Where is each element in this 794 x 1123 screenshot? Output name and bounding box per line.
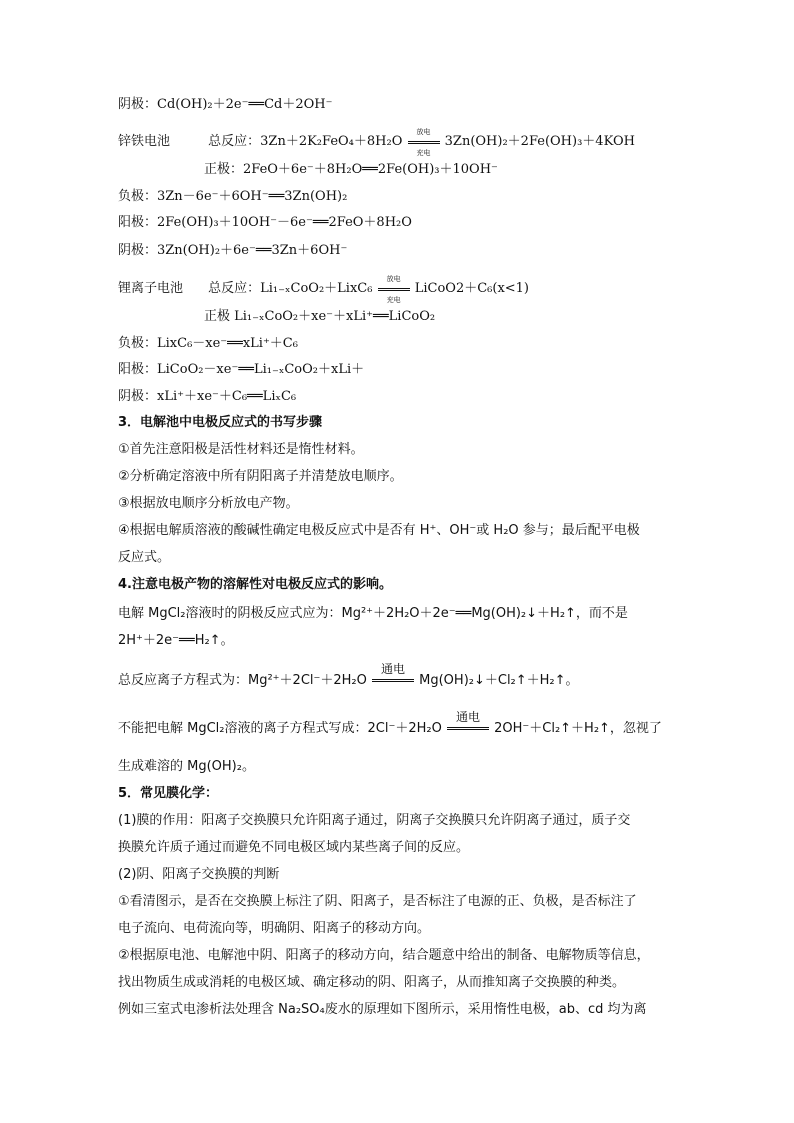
line-zn-fe-negative: 负极：3Zn－6e⁻＋6OH⁻══3Zn(OH)₂: [118, 189, 348, 204]
membrane-para-3-line-1: ①看清图示，是否在交换膜上标注了阴、阳离子，是否标注了电源的正、负极，是否标注了: [118, 894, 637, 909]
step-2: ②分析确定溶液中所有阴阳离子并清楚放电顺序。: [118, 469, 403, 484]
electrolysis-arrow: 通电: [447, 727, 489, 730]
mg-wrong-equation-line-2: 生成难溶的 Mg(OH)₂。: [118, 759, 255, 774]
membrane-para-5: 例如三室式电渗析法处理含 Na₂SO₄废水的原理如下图所示，采用惰性电极，ab、cd 均为离: [118, 1002, 647, 1017]
step-3: ③根据放电顺序分析放电产物。: [118, 496, 299, 511]
line-li-ion-total: 锂离子电池 总反应：Li₁₋ₓCoO₂＋LixC₆ 放电 充电 LiCoO2＋C₆(x<1): [118, 274, 530, 304]
heading-5: 5．常见膜化学：: [118, 786, 219, 801]
line-zn-fe-anode: 阳极：2Fe(OH)₃＋10OH⁻－6e⁻══2FeO＋8H₂O: [118, 215, 412, 230]
membrane-para-1-line-1: (1)膜的作用：阳离子交换膜只允许阳离子通过，阴离子交换膜只允许阴离子通过，质子交: [118, 813, 631, 828]
electrolysis-arrow: 通电: [372, 679, 414, 682]
reversible-arrow: 放电 充电: [378, 286, 410, 292]
mg-wrong-equation: 不能把电解 MgCl₂溶液的离子方程式写成：2Cl⁻＋2H₂O 通电 2OH⁻＋Cl₂↑＋H₂↑，忽视了: [118, 710, 662, 736]
step-1: ①首先注意阳极是活性材料还是惰性材料。: [118, 442, 364, 457]
membrane-para-4-line-1: ②根据原电池、电解池中阴、阳离子的移动方向，结合题意中给出的制备、电解物质等信息，: [118, 948, 650, 963]
mg-total-equation: 总反应离子方程式为：Mg²⁺＋2Cl⁻＋2H₂O 通电 Mg(OH)₂↓＋Cl₂↑＋H₂↑。: [118, 662, 579, 688]
line-zn-fe-positive: 正极：2FeO＋6e⁻＋8H₂O══2Fe(OH)₃＋10OH⁻: [204, 162, 498, 177]
heading-3: 3．电解池中电极反应式的书写步骤: [118, 415, 323, 430]
membrane-para-4-line-2: 找出物质生成或消耗的电极区域、确定移动的阴、阳离子，从而推知离子交换膜的种类。: [118, 975, 626, 990]
section-label-zn-fe-battery: 锌铁电池: [118, 134, 171, 149]
line-cd-cathode: 阴极：Cd(OH)₂＋2e⁻══Cd＋2OH⁻: [118, 97, 333, 112]
heading-4: 4.注意电极产物的溶解性对电极反应式的影响。: [118, 577, 392, 592]
mg-line-2: 2H⁺＋2e⁻══H₂↑。: [118, 633, 234, 648]
section-label-li-ion-battery: 锂离子电池: [118, 281, 184, 296]
line-zn-fe-total: 锌铁电池 总反应：3Zn＋2K₂FeO₄＋8H₂O 放电 充电 3Zn(OH)₂＋2Fe(OH)₃＋4KOH: [118, 127, 635, 157]
reversible-arrow: 放电 充电: [408, 139, 440, 145]
mg-line-1: 电解 MgCl₂溶液时的阴极反应式应为：Mg²⁺＋2H₂O＋2e⁻══Mg(OH)₂↓＋H₂↑，而不是: [118, 606, 628, 621]
membrane-para-1-line-2: 换膜允许质子通过而避免不同电极区域内某些离子间的反应。: [118, 840, 470, 855]
membrane-para-3-line-2: 电子流向、电荷流向等，明确阴、阳离子的移动方向。: [118, 921, 431, 936]
line-zn-fe-cathode: 阴极：3Zn(OH)₂＋6e⁻══3Zn＋6OH⁻: [118, 243, 348, 258]
step-4-line-1: ④根据电解质溶液的酸碱性确定电极反应式中是否有 H⁺、OH⁻或 H₂O 参与；最后配平电极: [118, 523, 640, 538]
line-li-ion-cathode: 阴极：xLi⁺＋xe⁻＋C₆══LiₓC₆: [118, 389, 297, 404]
line-li-ion-positive: 正极 Li₁₋ₓCoO₂＋xe⁻＋xLi⁺══LiCoO₂: [204, 309, 436, 324]
line-li-ion-anode: 阳极：LiCoO₂－xe⁻══Li₁₋ₓCoO₂＋xLi＋: [118, 362, 365, 377]
membrane-para-2: (2)阴、阳离子交换膜的判断: [118, 867, 280, 882]
step-4-line-2: 反应式。: [118, 550, 171, 565]
line-li-ion-negative: 负极：LixC₆－xe⁻══xLi⁺＋C₆: [118, 336, 298, 351]
